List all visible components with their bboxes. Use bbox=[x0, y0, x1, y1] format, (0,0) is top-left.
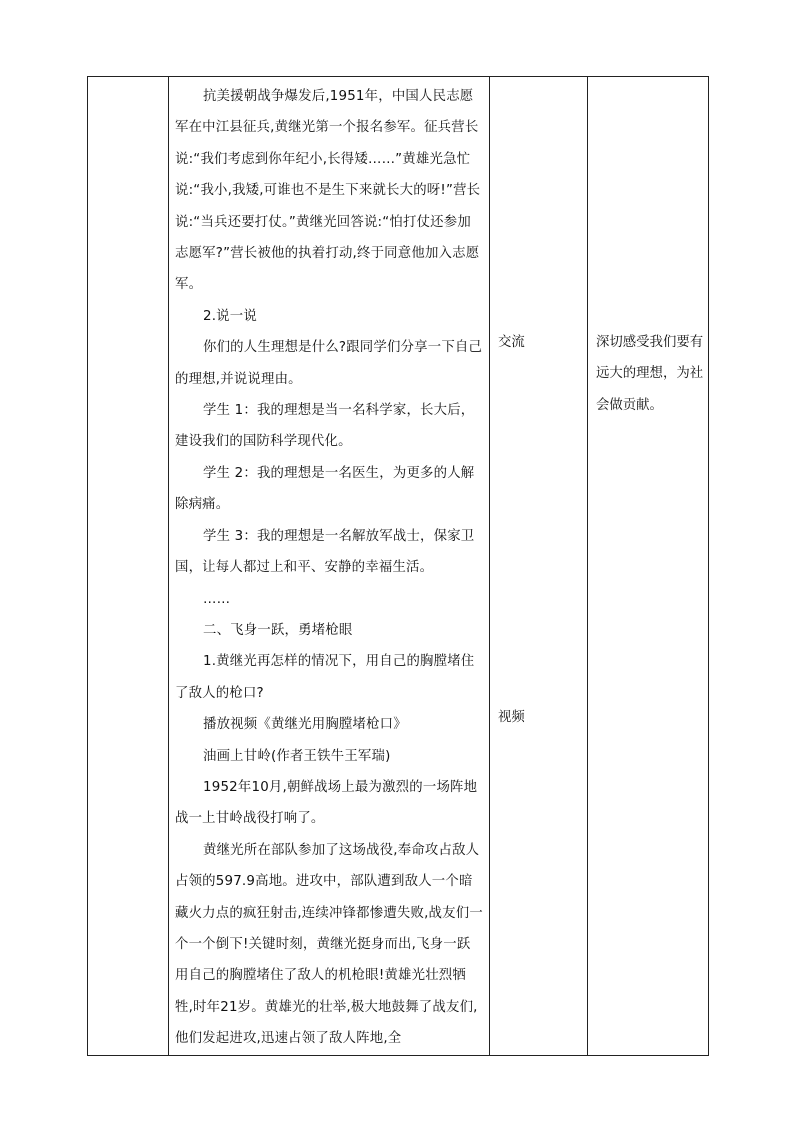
content-paragraph: 油画上甘岭(作者王铁牛王军瑞) bbox=[203, 748, 391, 764]
teaching-content bbox=[169, 77, 489, 1055]
content-paragraph: 1952年10月,朝鲜战场上最为激烈的一场阵地战一上甘岭战役打响了。 bbox=[175, 779, 478, 827]
left-column-cell bbox=[88, 77, 169, 1056]
content-question: 1.黄继光再怎样的情况下，用自己的胸膛堵住了敌人的枪口? bbox=[175, 654, 475, 701]
teaching-content-cell bbox=[169, 77, 490, 1056]
content-paragraph: 黄继光所在部队参加了这场战役,奉命攻占敌人占领的597.9高地。进攻中，部队遭到敌人一个暗藏火力点的疯狂射击,连续冲锋都惨遭失败,战友们一个一个倒下!关键时刻，黄继光挺身而出,飞身一跃用自己的胸膛堵住了敌人的机枪眼!黄雄光壮烈牺牲,时年21岁。黄雄光的壮举,极大地鼓舞了战友们,他们发起进攻,迅速占领了敌人阵地,全 bbox=[175, 842, 483, 1047]
content-paragraph: 学生 3：我的理想是一名解放军战士，保家卫国，让每人都过上和平、安静的幸福生活。 bbox=[175, 528, 475, 576]
student-activity-cell bbox=[490, 77, 588, 1056]
activity-video: 视频 bbox=[498, 710, 525, 725]
design-intent-text: 深切感受我们要有远大的理想，为社会做贡献。 bbox=[596, 335, 704, 413]
content-paragraph: 学生 2：我的理想是一名医生，为更多的人解除病痛。 bbox=[175, 465, 475, 513]
lesson-plan-table bbox=[87, 76, 709, 1056]
design-intent-cell bbox=[588, 77, 709, 1056]
content-paragraph: 你们的人生理想是什么?跟同学们分享一下自己的理想,并说说理由。 bbox=[175, 340, 483, 387]
content-paragraph: 抗美援朝战争爆发后,1951年，中国人民志愿军在中江县征兵,黄继光第一个报名参军。征兵营长说:“我们考虑到你年纪小,长得矮……”黄雄光急忙说:“我小,我矮,可谁也不是生下来就长大的呀!”营长说:“当兵还要打仗。”黄继光回答说:“怕打仗还参加志愿军?”营长被他的执着打动,终于同意他加入志愿军。 bbox=[175, 89, 481, 293]
section-heading: 二、飞身一跃，勇堵枪眼 bbox=[203, 622, 353, 638]
content-paragraph: 学生 1：我的理想是当一名科学家，长大后，建设我们的国防科学现代化。 bbox=[175, 403, 475, 450]
content-paragraph: 播放视频《黄继光用胸膛堵枪口》 bbox=[203, 717, 407, 733]
content-ellipsis: …… bbox=[203, 591, 231, 607]
content-heading: 2.说一说 bbox=[203, 308, 257, 324]
activity-exchange: 交流 bbox=[498, 335, 525, 350]
